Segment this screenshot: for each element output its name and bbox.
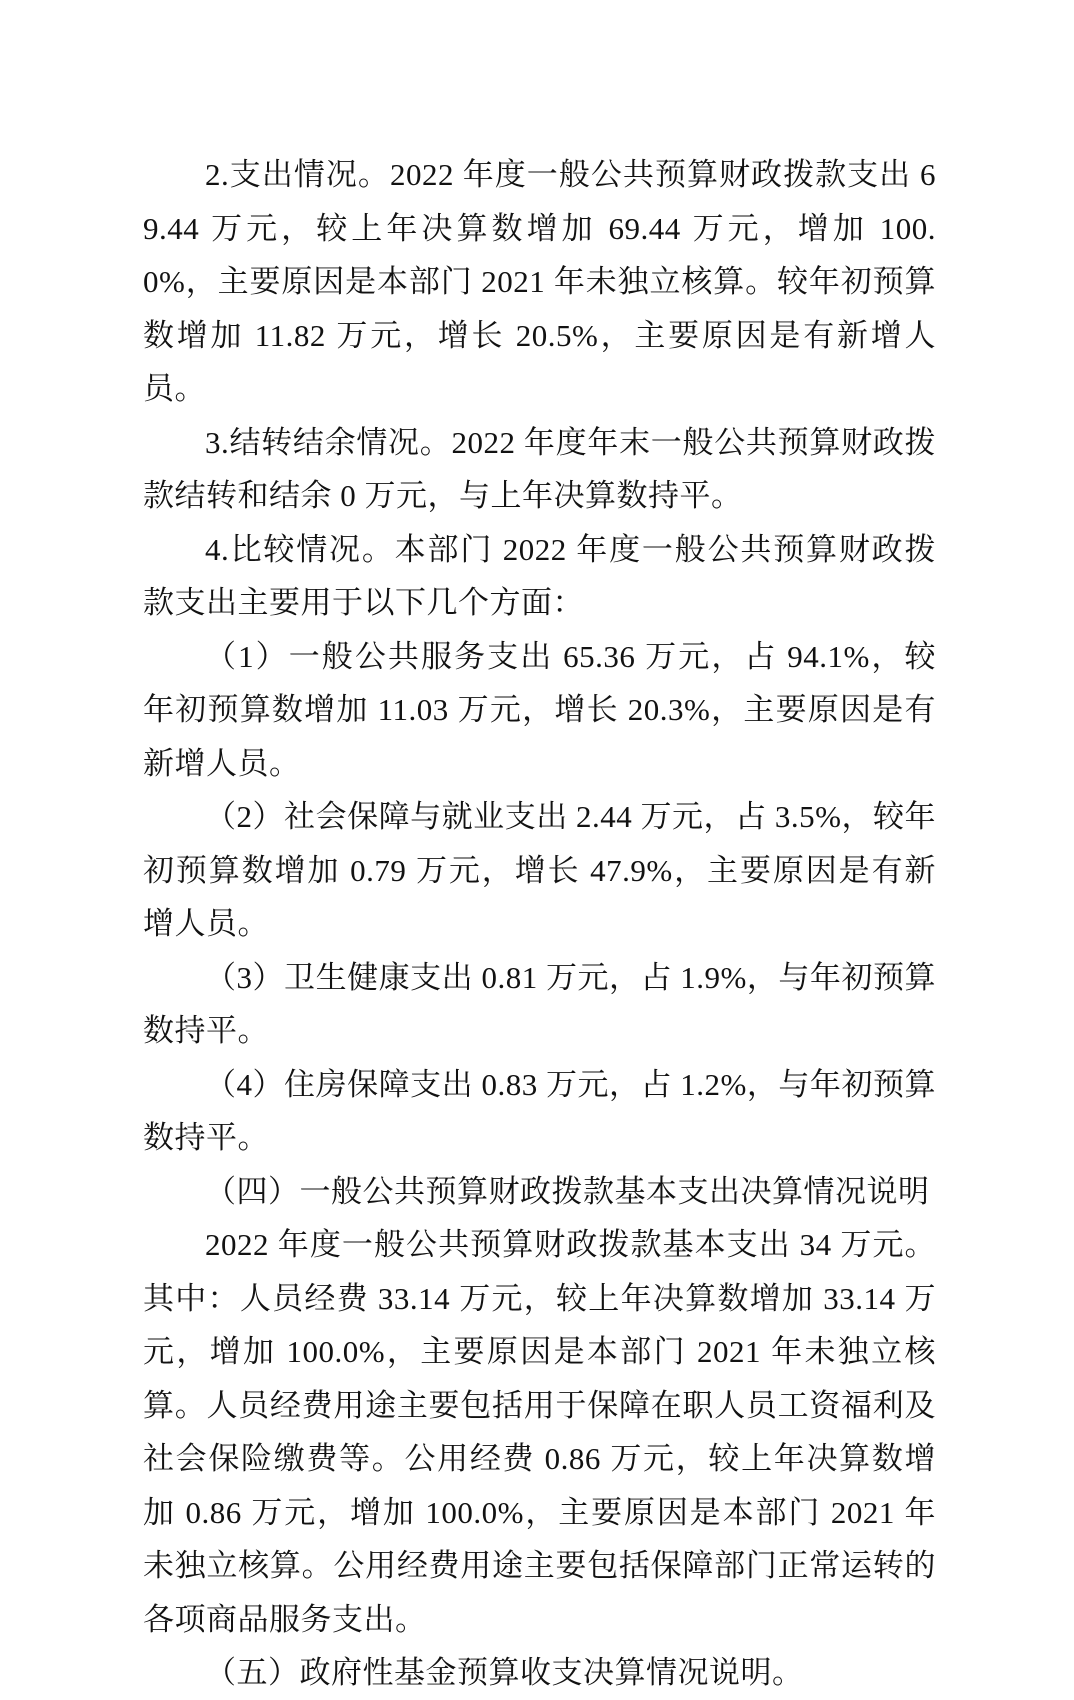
paragraph-expenditure-overview: 2.支出情况。2022 年度一般公共预算财政拨款支出 69.44 万元，较上年决算数增加 69.44 万元，增加 100.0%，主要原因是本部门 2021 年未独立核算。较年初预算数增加 11.82 万元，增长 20.5%，主要原因是有新增人员。 <box>143 157 936 406</box>
paragraph-basic-expenditure-detail: 2022 年度一般公共预算财政拨款基本支出 34 万元。其中：人员经费 33.14 万元，较上年决算数增加 33.14 万元，增加 100.0%，主要原因是本部门 2021 年未独立核算。人员经费用途主要包括用于保障在职人员工资福利及社会保险缴费等。公用经费 0.86 万元，较上年决算数增加 0.86 万元，增加 100.0%，主要原因是本部门 2021 年未独立核算。公用经费用途主要包括保障部门正常运转的各项商品服务支出。 <box>143 1227 936 1637</box>
section-heading-government-funds: （五）政府性基金预算收支决算情况说明。 <box>205 1655 804 1690</box>
paragraph-item-social-security-employment: （2）社会保障与就业支出 2.44 万元，占 3.5%，较年初预算数增加 0.79 万元，增长 47.9%，主要原因是有新增人员。 <box>143 799 936 941</box>
paragraph-item-housing-security: （4）住房保障支出 0.83 万元，占 1.2%，与年初预算数持平。 <box>143 1066 936 1155</box>
section-heading-basic-expenditure: （四）一般公共预算财政拨款基本支出决算情况说明 <box>205 1173 930 1209</box>
paragraph-item-general-public-services: （1）一般公共服务支出 65.36 万元，占 94.1%，较年初预算数增加 11.03 万元，增长 20.3%，主要原因是有新增人员。 <box>143 638 936 781</box>
paragraph-item-health: （3）卫生健康支出 0.81 万元，占 1.9%，与年初预算数持平。 <box>143 959 936 1048</box>
paragraph-comparison-intro: 4.比较情况。本部门 2022 年度一般公共预算财政拨款支出主要用于以下几个方面： <box>143 531 936 620</box>
document-page <box>143 148 936 1700</box>
paragraph-carryover-balance: 3.结转结余情况。2022 年度年末一般公共预算财政拨款结转和结余 0 万元，与上年决算数持平。 <box>143 424 936 513</box>
